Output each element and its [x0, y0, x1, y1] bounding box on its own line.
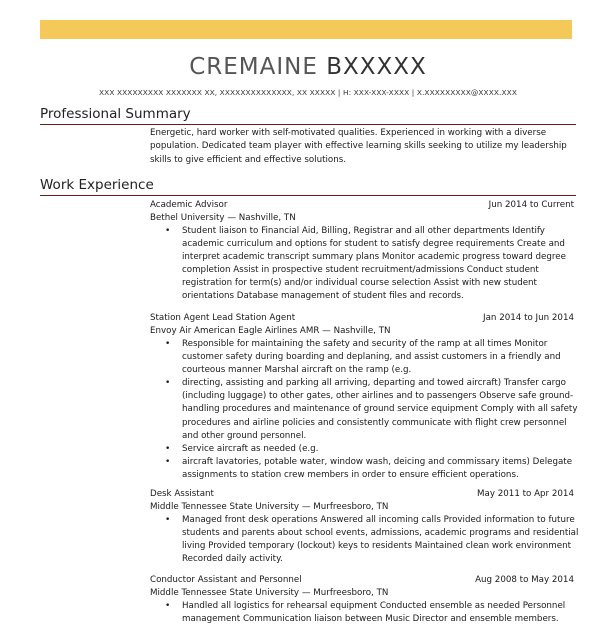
job-company: Bethel University	[150, 213, 225, 223]
contact-line: XXX XXXXXXXXX XXXXXXX XX, XXXXXXXXXXXXXX, XX XXXXX | H: XXX-XXX-XXXX | X.XXXXXXXXX@XXXX.XXX	[99, 88, 517, 97]
job-dates: Jan 2014 to Jun 2014	[483, 313, 574, 323]
job-bullets	[150, 600, 582, 626]
header-accent-bar	[40, 20, 572, 39]
job-bullets	[150, 338, 582, 482]
experience-divider	[40, 195, 576, 196]
job-title: Conductor Assistant and Personnel	[150, 575, 302, 585]
job-location: Nashville, TN	[238, 213, 296, 223]
bullet-item: • Student liaison to Financial Aid, Billing, Registrar and all other departments Identify academic curriculum and options for student to satisfy degree requirements Create and interpret academic transcript summary plans Monitor academic progress toward degree completion Assist in prospective student recruitment/admissions Conduct student registration for term(s) and/or individual course selection Assist with new student orientations Database management of student files and records.	[150, 225, 582, 304]
summary-text: Energetic, hard worker with self-motivated qualities. Experienced in working with a diverse population. Dedicated team player with effective learning skills seeking to utilize my leadership skills to give efficient and effective solutions.	[150, 128, 567, 165]
first-name: CREMAINE	[189, 54, 318, 80]
job-company: Middle Tennessee State University	[150, 588, 300, 598]
bullet-item: • Managed front desk operations Answered all incoming calls Provided information to future students and parents about school events, admissions, academic programs and residential living Provided temporary (lockout) keys to residents Maintained clean work environment Recorded daily activity.	[150, 514, 582, 566]
job-company-line	[150, 212, 582, 225]
job-entry	[150, 574, 582, 626]
job-company-line	[150, 501, 582, 514]
job-dates: Aug 2008 to May 2014	[475, 575, 574, 585]
job-dates: Jun 2014 to Current	[488, 200, 574, 210]
summary-divider	[40, 124, 576, 125]
experience-heading: Work Experience	[40, 177, 154, 193]
job-company-line	[150, 587, 582, 600]
job-bullets	[150, 225, 582, 304]
summary-heading: Professional Summary	[40, 106, 191, 122]
job-company: Middle Tennessee State University	[150, 502, 300, 512]
company-separator: —	[319, 326, 334, 336]
job-entry	[150, 312, 582, 482]
job-location: Murfreesboro, TN	[313, 502, 389, 512]
last-name: BXXXXX	[326, 54, 427, 80]
company-separator: —	[299, 502, 314, 512]
job-company-line	[150, 325, 582, 338]
job-entry	[150, 199, 582, 304]
job-title: Desk Assistant	[150, 489, 214, 499]
job-title: Academic Advisor	[150, 200, 228, 210]
job-location: Murfreesboro, TN	[313, 588, 389, 598]
bullet-item: • directing, assisting and parking all arriving, departing and towed aircraft) Transfer cargo (including luggage) to other gates, other airlines and to passengers Observe safe ground-handling procedures and maintenance of ground service equipment Comply with all safety procedures and airline policies and consistently communicate with flight crew personnel and other ground personnel.	[150, 377, 582, 442]
bullet-item: • Service aircraft as needed (e.g.	[150, 443, 582, 456]
job-location: Nashville, TN	[333, 326, 391, 336]
job-title: Station Agent Lead Station Agent	[150, 313, 296, 323]
job-company: Envoy Air American Eagle Airlines AMR	[150, 326, 320, 336]
bullet-item: • Handled all logistics for rehearsal equipment Conducted ensemble as needed Personnel management Communication liaison between Music Director and ensemble members.	[150, 600, 582, 626]
bullet-item: • aircraft lavatories, potable water, window wash, deicing and commissary items) Delegate assignments to station crew members in order to ensure efficient operations.	[150, 456, 582, 482]
bullet-item: • Responsible for maintaining the safety and security of the ramp at all times Monitor customer safety during boarding and deplaning, and assist customers in a friendly and courteous manner Marshal aircraft on the ramp (e.g.	[150, 338, 582, 377]
company-separator: —	[299, 588, 314, 598]
job-bullets	[150, 514, 582, 566]
company-separator: —	[224, 213, 239, 223]
job-dates: May 2011 to Apr 2014	[477, 489, 574, 499]
job-entry	[150, 488, 582, 566]
candidate-name	[0, 54, 616, 80]
